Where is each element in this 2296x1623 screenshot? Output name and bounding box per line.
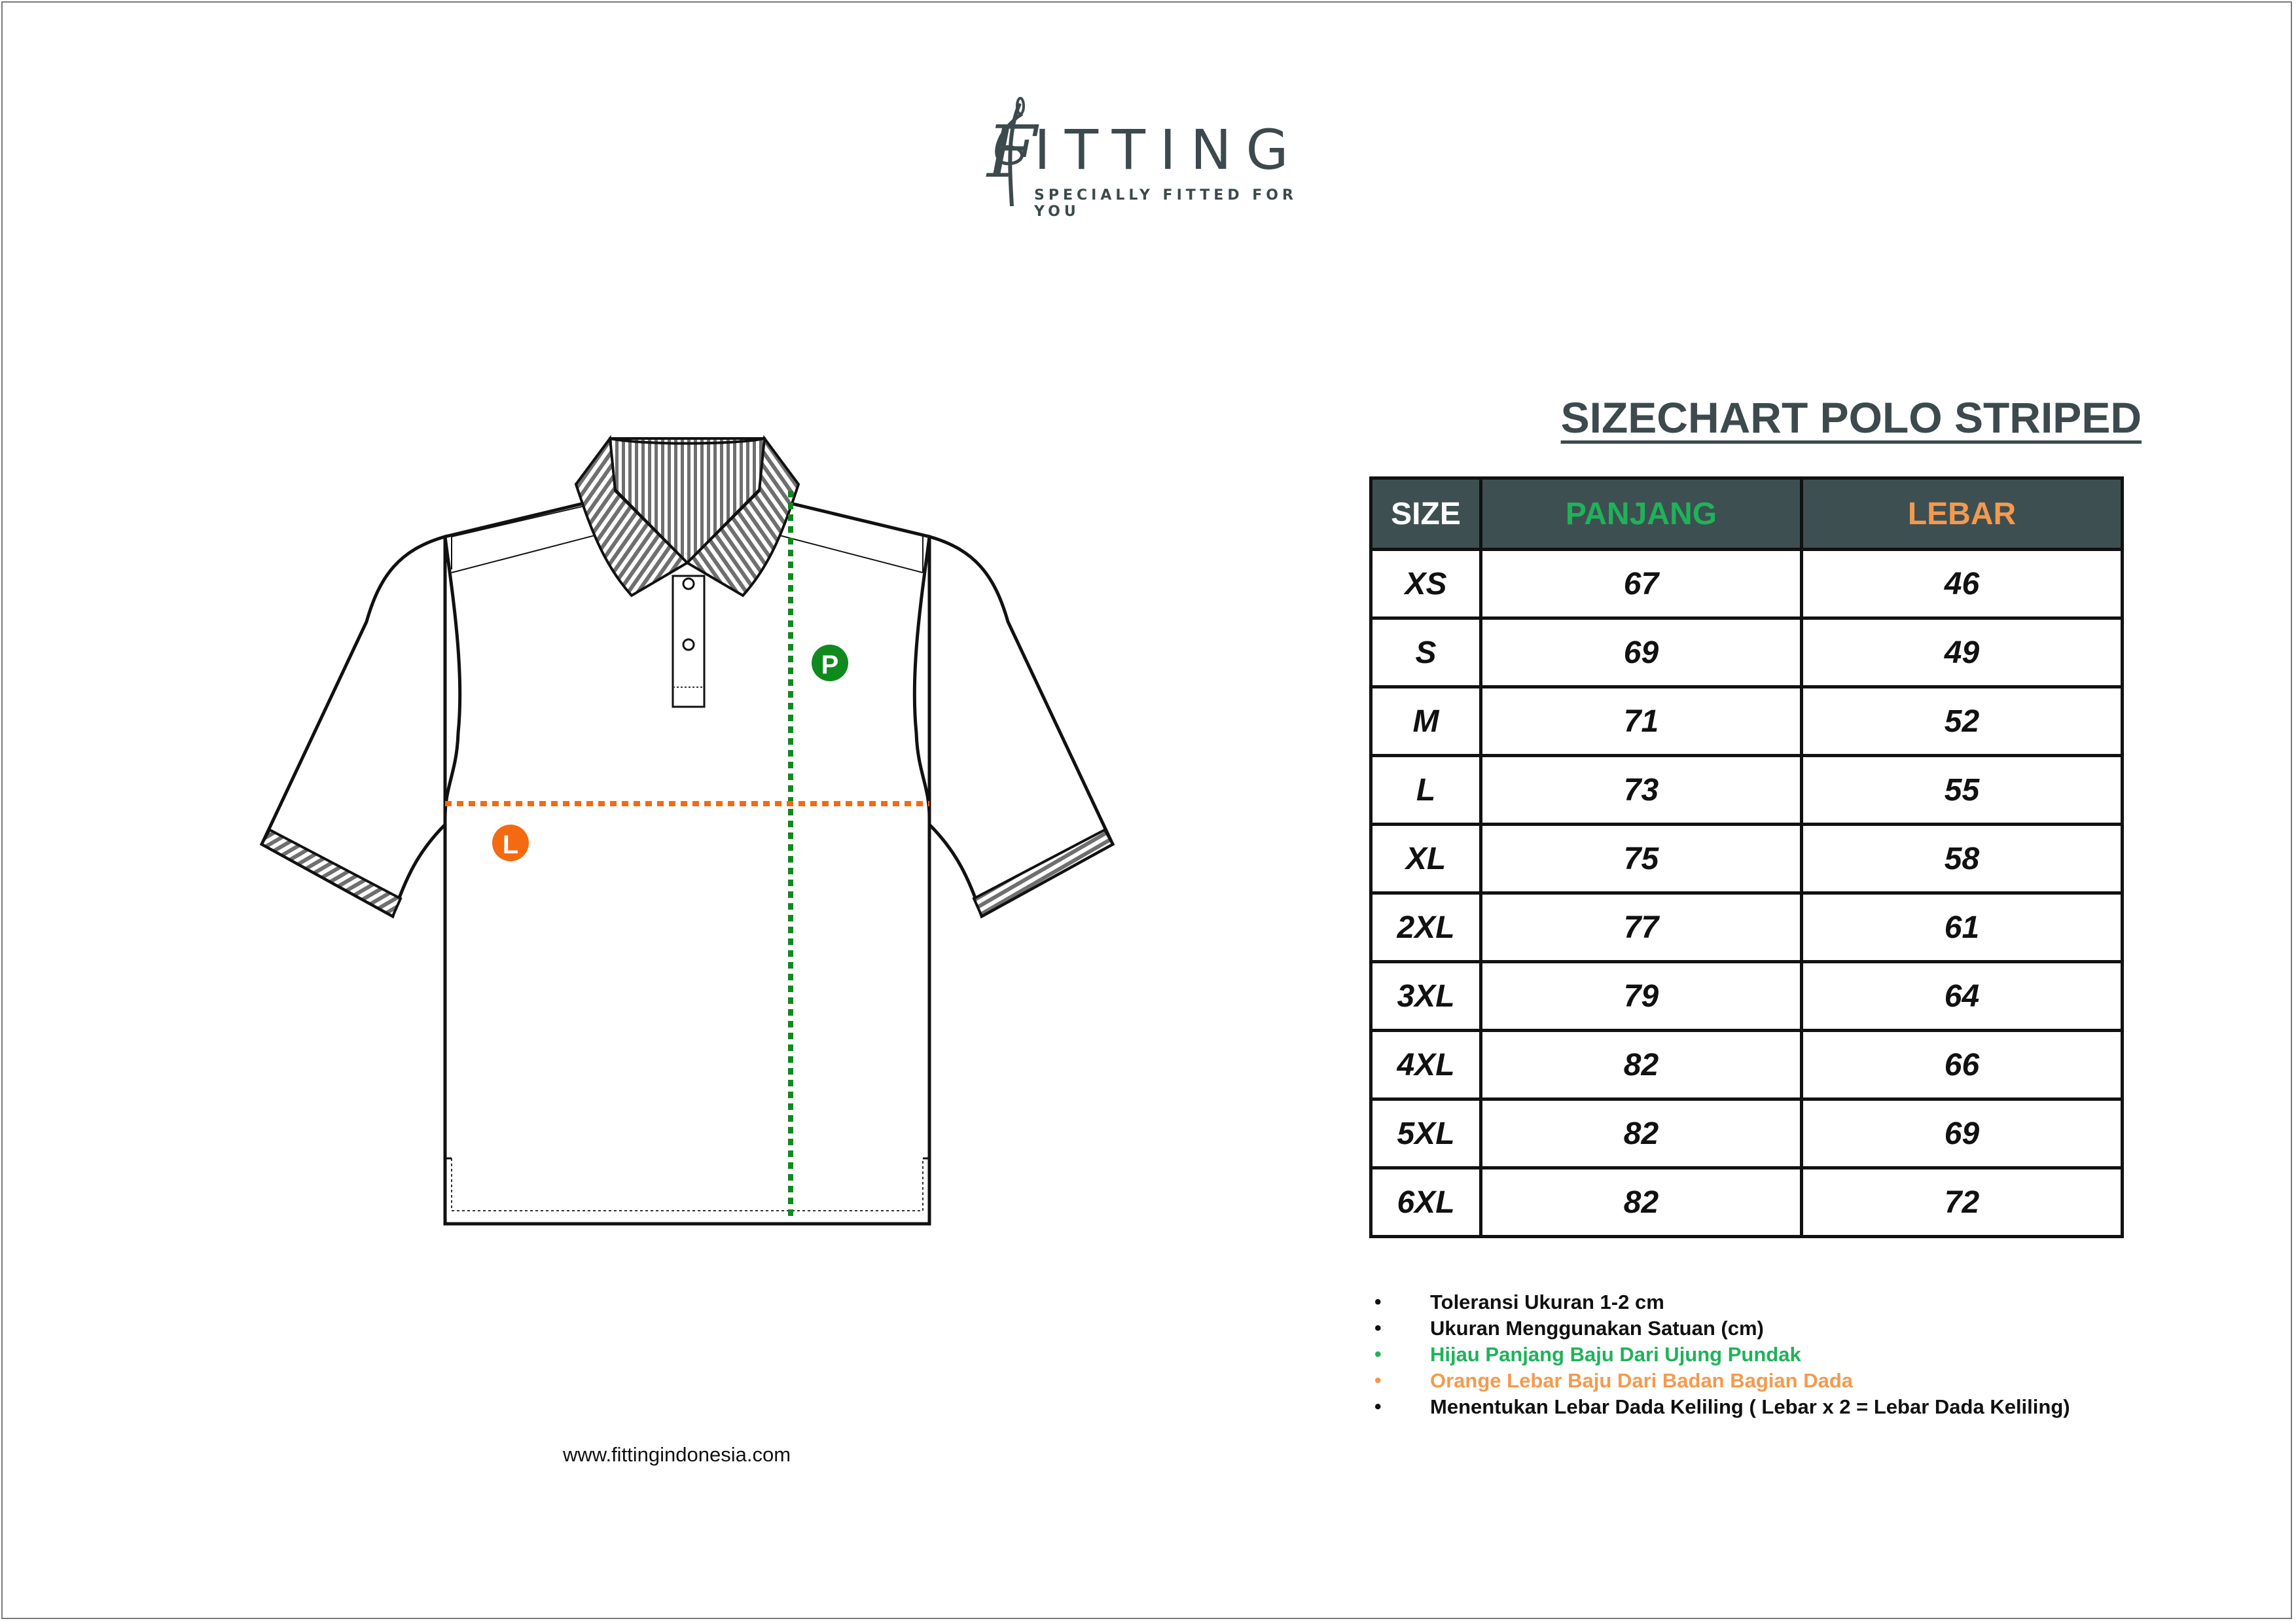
table-row	[1371, 756, 2123, 825]
note-item: • Hijau Panjang Baju Dari Ujung Pundak	[1368, 1342, 2070, 1368]
cell-panjang: 79	[1481, 962, 1802, 1031]
cell-panjang: 75	[1481, 825, 1802, 893]
table-row	[1371, 618, 2123, 687]
brand-name: ITTING	[1034, 118, 1303, 182]
panjang-marker	[812, 645, 848, 681]
cell-size: M	[1371, 687, 1481, 756]
brand-logo	[982, 92, 1322, 220]
table-row	[1371, 825, 2123, 893]
panjang-marker-label: P	[821, 651, 839, 679]
lebar-marker-label: L	[502, 830, 519, 859]
note-item: • Menentukan Lebar Dada Keliling ( Lebar x 2 = Lebar Dada Keliling)	[1368, 1394, 2070, 1420]
table-row	[1371, 962, 2123, 1031]
polo-shirt-diagram	[249, 419, 1126, 1243]
cell-size: L	[1371, 756, 1481, 825]
cell-size: 5XL	[1371, 1099, 1481, 1168]
lebar-marker	[492, 825, 529, 861]
size-chart-table	[1369, 476, 2124, 1238]
cell-panjang: 69	[1481, 618, 1802, 687]
table-row	[1371, 687, 2123, 756]
cell-size: 4XL	[1371, 1031, 1481, 1099]
notes-list	[1368, 1289, 2070, 1420]
cell-lebar: 46	[1802, 550, 2123, 618]
table-header-row	[1371, 478, 2123, 550]
cell-panjang: 82	[1481, 1031, 1802, 1099]
cell-lebar: 49	[1802, 618, 2123, 687]
note-item: • Orange Lebar Baju Dari Badan Bagian Dada	[1368, 1368, 2070, 1394]
header-lebar: LEBAR	[1802, 478, 2123, 550]
cell-size: XL	[1371, 825, 1481, 893]
table-row	[1371, 1168, 2123, 1237]
table-row	[1371, 1099, 2123, 1168]
cell-lebar: 72	[1802, 1168, 2123, 1237]
cell-panjang: 77	[1481, 893, 1802, 962]
cell-lebar: 58	[1802, 825, 2123, 893]
cell-lebar: 52	[1802, 687, 2123, 756]
page-title: SIZECHART POLO STRIPED	[1560, 393, 2142, 442]
table-row	[1371, 893, 2123, 962]
header-panjang: PANJANG	[1481, 478, 1802, 550]
cell-size: S	[1371, 618, 1481, 687]
table-row	[1371, 1031, 2123, 1099]
cell-panjang: 71	[1481, 687, 1802, 756]
cell-size: 6XL	[1371, 1168, 1481, 1237]
cell-size: 3XL	[1371, 962, 1481, 1031]
cell-lebar: 55	[1802, 756, 2123, 825]
cell-panjang: 73	[1481, 756, 1802, 825]
header-size: SIZE	[1371, 478, 1481, 550]
cell-lebar: 61	[1802, 893, 2123, 962]
brand-tagline: SPECIALLY FITTED FOR YOU	[1034, 187, 1297, 220]
button-icon	[683, 579, 694, 589]
table-row	[1371, 550, 2123, 618]
cell-panjang: 82	[1481, 1168, 1802, 1237]
cell-size: 2XL	[1371, 893, 1481, 962]
button-icon	[683, 639, 694, 650]
note-item: • Toleransi Ukuran 1-2 cm	[1368, 1289, 2070, 1315]
logo-initial: F	[987, 110, 1037, 194]
note-item: • Ukuran Menggunakan Satuan (cm)	[1368, 1315, 2070, 1342]
cell-panjang: 67	[1481, 550, 1802, 618]
cell-lebar: 66	[1802, 1031, 2123, 1099]
cell-lebar: 64	[1802, 962, 2123, 1031]
cell-panjang: 82	[1481, 1099, 1802, 1168]
cell-lebar: 69	[1802, 1099, 2123, 1168]
cell-size: XS	[1371, 550, 1481, 618]
website-url: www.fittingindonesia.com	[563, 1443, 791, 1466]
